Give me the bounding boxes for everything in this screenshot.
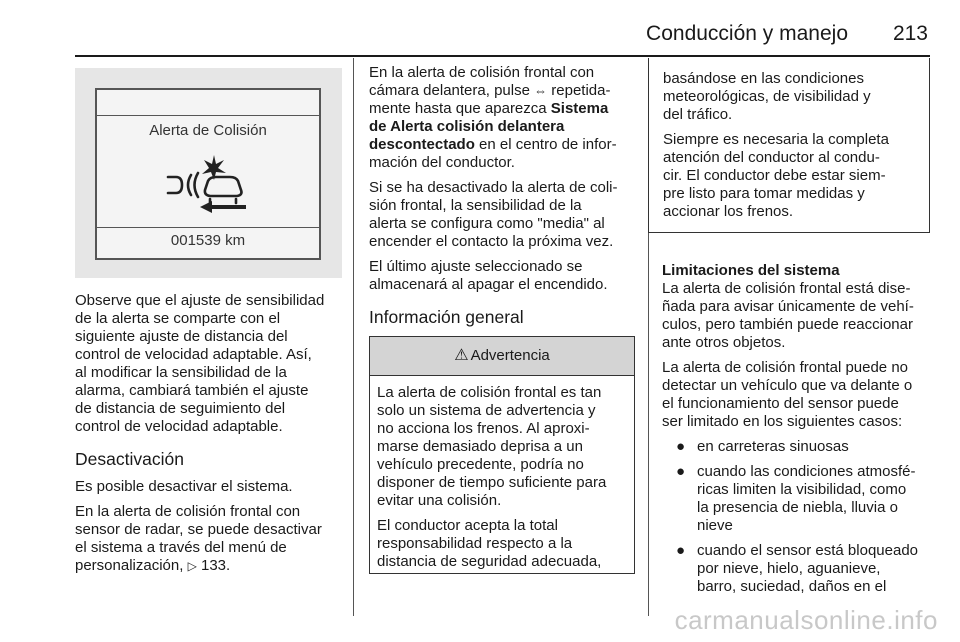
warning-title: Advertencia — [470, 347, 550, 364]
warning-body — [370, 376, 634, 571]
display-title: Alerta de Colisión — [149, 122, 267, 139]
collision-alert-figure — [75, 68, 342, 278]
bullet-icon: ● — [676, 438, 686, 455]
paragraph-text: En la alerta de colisión frontal con sensor de radar, se puede desactivar el sistema a través del menú de personalización, — [75, 503, 322, 574]
paragraph: El conductor acepta la total responsabilidad respecto a la distancia de seguridad adecuada, — [377, 517, 602, 570]
section-heading: Desactivación — [75, 449, 184, 469]
header-rule — [75, 55, 930, 57]
page-number: 213 — [892, 22, 928, 45]
bullet-icon: ● — [676, 542, 686, 559]
subsection-heading: Limitaciones del sistema — [662, 262, 840, 279]
list-item: ● en carreteras sinuosas — [676, 438, 849, 455]
paragraph: La alerta de colisión frontal está dise- ñada para avisar únicamente de vehí- culos, pero también puede reaccionar ante otros objetos. — [662, 280, 914, 351]
section-heading: Información general — [369, 307, 524, 327]
distance-alert-button-icon: ⇔ — [534, 83, 548, 98]
column-divider — [353, 58, 354, 616]
list-item: ● cuando las condiciones atmosfé- ricas limiten la visibilidad, como la presencia de niebla, lluvia o nieve — [676, 463, 916, 534]
collision-alert-icon — [160, 153, 256, 213]
paragraph-text: en el centro de infor- mación del conductor. — [369, 136, 617, 171]
paragraph: Si se ha desactivado la alerta de coli- sión frontal, la sensibilidad de la alerta se configura como "media" al encender el contacto la próxima vez. — [369, 179, 618, 250]
odometer-readout: 001539 km — [170, 232, 246, 249]
page-reference: 133. — [196, 557, 231, 574]
column-2 — [369, 64, 635, 574]
paragraph: Es posible desactivar el sistema. — [75, 478, 293, 495]
column-3 — [662, 262, 930, 603]
paragraph — [75, 503, 343, 575]
paragraph-text: repetida- mente hasta que aparezca — [369, 82, 611, 117]
driver-info-display — [95, 88, 321, 260]
column-1 — [75, 292, 343, 582]
limitations-list — [662, 438, 930, 596]
display-rule — [97, 227, 319, 228]
watermark: carmanualsonline.info — [674, 605, 938, 635]
warning-box — [369, 336, 635, 574]
paragraph: Siempre es necesaria la completa atención del conductor al condu- cir. El conductor debe estar siem- pre listo para tomar medidas y accionar los frenos. — [663, 131, 889, 220]
warning-triangle-icon: ⚠ — [454, 347, 469, 364]
paragraph: La alerta de colisión frontal es tan solo un sistema de advertencia y no acciona los frenos. Al aproxi- marse demasiado deprisa a un vehículo precedente, podría no disponer de tiempo suficiente para evitar una colisión. — [377, 384, 607, 509]
paragraph: El último ajuste seleccionado se almacenará al apagar el encendido. — [369, 258, 608, 293]
paragraph: La alerta de colisión frontal puede no detectar un vehículo que va delante o el funcionamiento del sensor puede ser limitado en los siguientes casos: — [662, 359, 913, 430]
display-rule — [97, 115, 319, 116]
display-message: Sistema de Alerta colisión delantera descontectado — [369, 100, 609, 153]
warning-header — [370, 337, 634, 376]
warning-box-continued — [648, 58, 930, 233]
list-item: ● cuando el sensor está bloqueado por nieve, hielo, aguanieve, barro, suciedad, daños en el — [676, 542, 919, 595]
paragraph-text: En la alerta de colisión frontal con cámara delantera, pulse — [369, 64, 595, 99]
paragraph — [369, 64, 635, 172]
paragraph: basándose en las condiciones meteorológicas, de visibilidad y del tráfico. — [663, 70, 871, 123]
bullet-icon: ● — [676, 463, 686, 480]
paragraph: Observe que el ajuste de sensibilidad de la alerta se comparte con el siguiente ajuste de distancia del control de velocidad adaptable. Así, al modificar la sensibilidad de la alarma, cambiará también el ajuste de distancia de seguimiento del control de velocidad adaptable. — [75, 292, 325, 435]
page-reference-arrow-icon: ▷ — [187, 559, 197, 573]
chapter-title: Conducción y manejo — [646, 22, 848, 45]
